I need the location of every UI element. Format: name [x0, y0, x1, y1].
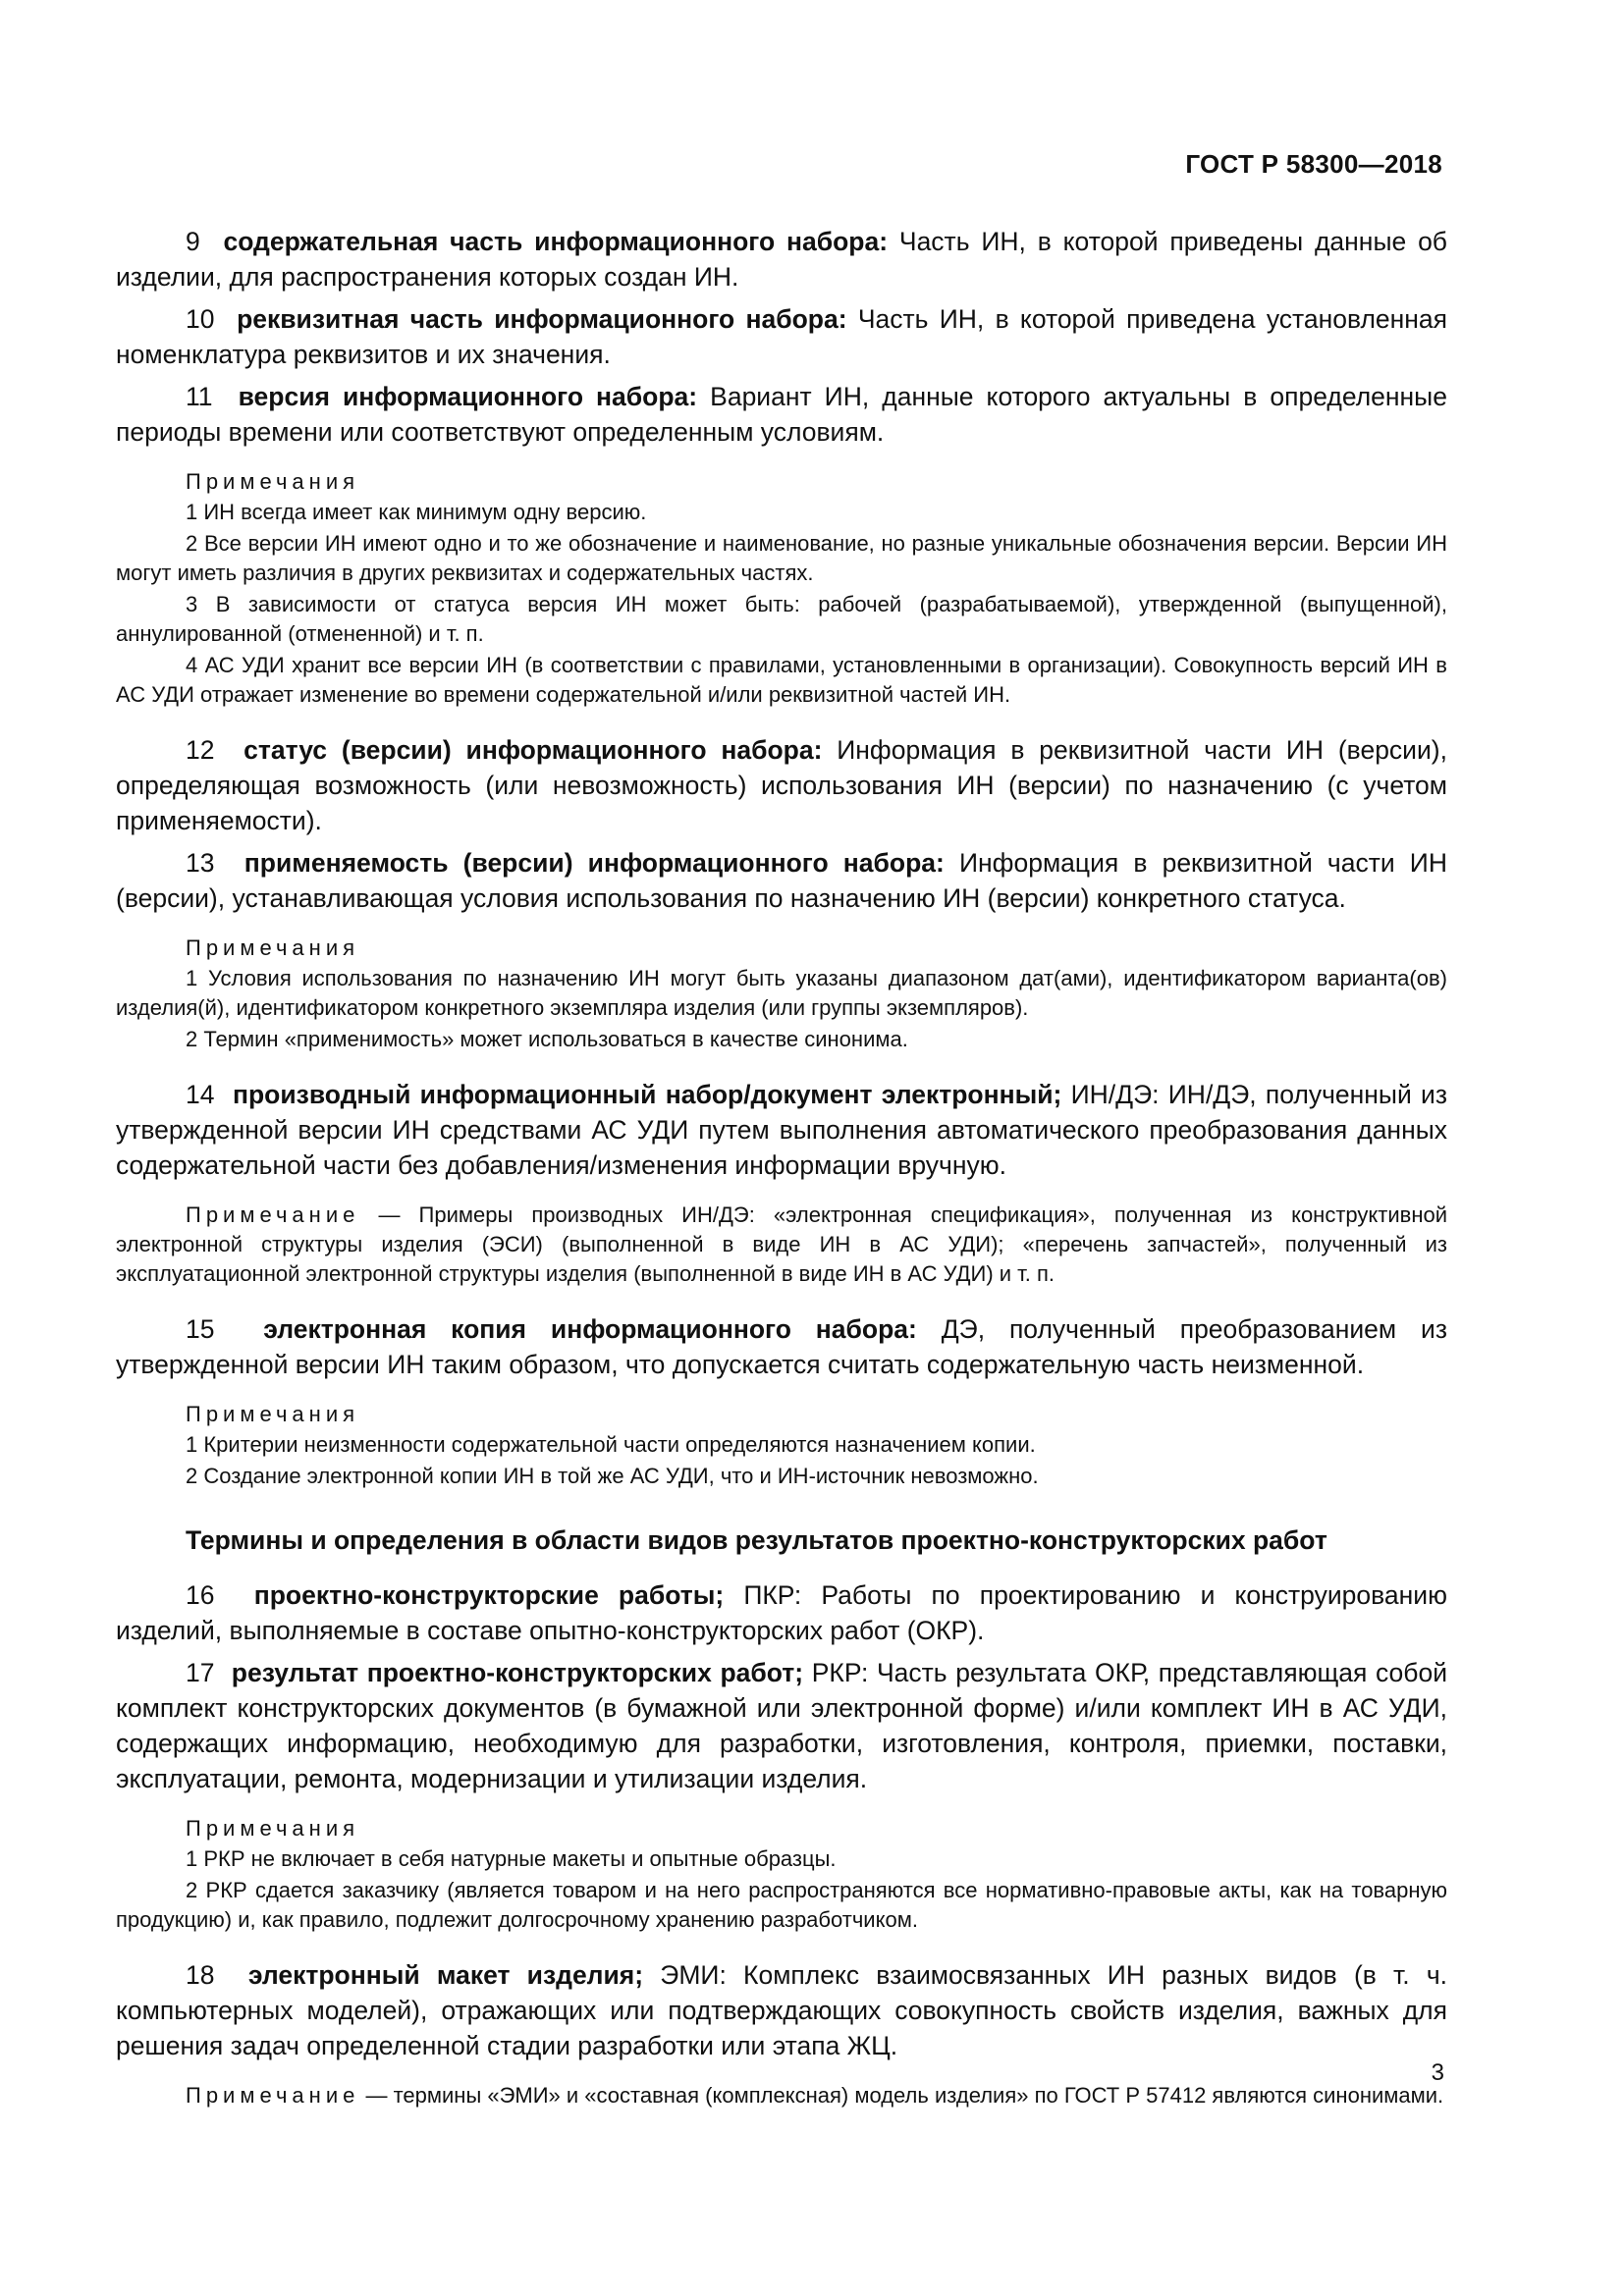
note-item: 2 Термин «применимость» может использоваться в качестве синонима. — [186, 1027, 908, 1051]
term-definition: Часть ИН, в которой приведены данные об изделии, для распространения которых создан ИН. — [116, 227, 1447, 292]
term-title: версия информационного набора: — [238, 382, 698, 411]
term-number: 13 — [186, 848, 215, 878]
term-definition: РКР: Часть результата ОКР, представляющая собой комплект конструкторских документов (в бумажной или электронной форме) и/или комплект ИН в АС УДИ, содержащих информацию, необходимую для разработки, изготовления, контроля, приемки, поставки, эксплуатации, ремонта, модернизации и утилизации изделия. — [116, 1658, 1447, 1793]
note-item: 1 Критерии неизменности содержательной части определяются назначением копии. — [186, 1432, 1036, 1457]
notes-block-15 — [116, 1400, 1447, 1491]
note-text: — термины «ЭМИ» и «составная (комплексная) модель изделия» по ГОСТ Р 57412 являются синонимами. — [365, 2083, 1444, 2108]
term-title: проектно-конструкторские работы; — [253, 1580, 725, 1610]
term-definition: Вариант ИН, данные которого актуальны в определенные периоды времени или соответствуют определенным условиям. — [116, 382, 1447, 447]
term-definition: Часть ИН, в которой приведена установленная номенклатура реквизитов и их значения. — [116, 304, 1447, 369]
term-title: электронная копия информационного набора: — [263, 1314, 917, 1344]
notes-block-17 — [116, 1814, 1447, 1935]
term-15 — [116, 1311, 1447, 1382]
term-number: 16 — [186, 1580, 215, 1610]
term-definition: ИН/ДЭ: ИН/ДЭ, полученный из утвержденной версии ИН средствами АС УДИ путем выполнения автоматического преобразования данных содержательной части без добавления/изменения информации вручную. — [116, 1080, 1447, 1180]
term-14 — [116, 1077, 1447, 1183]
term-title: содержательная часть информационного набора: — [223, 227, 889, 256]
term-definition: Информация в реквизитной части ИН (версии), определяющая возможность (или невозможность) использования ИН (версии) по назначению (с учетом применяемости). — [116, 735, 1447, 835]
note-item: 2 Создание электронной копии ИН в той же АС УДИ, что и ИН-источник невозможно. — [186, 1464, 1039, 1488]
note-item: 2 Все версии ИН имеют одно и то же обозначение и наименование, но разные уникальные обозначения версии. Версии ИН могут иметь различия в других реквизитах и содержательных частях. — [116, 531, 1447, 585]
term-title: результат проектно-конструкторских работ; — [231, 1658, 804, 1687]
term-17 — [116, 1655, 1447, 1796]
note-item: 1 ИН всегда имеет как минимум одну версию. — [186, 500, 647, 524]
note-text: — Примеры производных ИН/ДЭ: «электронная спецификация», полученная из конструктивной электронной структуры изделия (ЭСИ) (выполненной в виде ИН в АС УДИ); «перечень запчастей», полученный из эксплуатационной электронной структуры изделия (выполненной в виде ИН в АС УДИ) и т. п. — [116, 1202, 1447, 1286]
page-number: 3 — [1431, 2059, 1444, 2086]
note-item: 3 В зависимости от статуса версия ИН может быть: рабочей (разрабатываемой), утвержденной (выпущенной), аннулированной (отмененной) и т. п. — [116, 592, 1447, 646]
notes-heading: Примечания — [186, 935, 360, 960]
note-item: 1 РКР не включает в себя натурные макеты и опытные образцы. — [186, 1846, 837, 1871]
note-18 — [116, 2081, 1447, 2110]
term-title: применяемость (версии) информационного набора: — [244, 848, 945, 878]
term-title: производный информационный набор/документ электронный; — [232, 1080, 1062, 1109]
notes-heading: Примечания — [186, 1816, 360, 1841]
term-definition: ПКР: Работы по проектированию и конструированию изделий, выполняемые в составе опытно-конструкторских работ (ОКР). — [116, 1580, 1447, 1645]
notes-heading: Примечания — [186, 1402, 360, 1426]
term-16 — [116, 1577, 1447, 1648]
note-label: Примечание — [186, 1202, 360, 1227]
term-number: 10 — [186, 304, 215, 334]
term-number: 12 — [186, 735, 215, 765]
term-title: реквизитная часть информационного набора: — [237, 304, 847, 334]
term-definition: Информация в реквизитной части ИН (версии), устанавливающая условия использования по назначению ИН (версии) конкретного статуса. — [116, 848, 1447, 913]
term-title: электронный макет изделия; — [247, 1960, 644, 1990]
note-item: 2 РКР сдается заказчику (является товаром и на него распространяются все нормативно-правовые акты, как на товарную продукцию) и, как правило, подлежит долгосрочному хранению разработчиком. — [116, 1878, 1447, 1932]
notes-block-13 — [116, 934, 1447, 1054]
term-definition: ЭМИ: Комплекс взаимосвязанных ИН разных видов (в т. ч. компьютерных моделей), отражающих или подтверждающих совокупность свойств изделия, важных для решения задач определенной стадии разработки или этапа ЖЦ. — [116, 1960, 1447, 2060]
note-item: 4 АС УДИ хранит все версии ИН (в соответствии с правилами, установленными в организации). Совокупность версий ИН в АС УДИ отражает изменение во времени содержательной и/или реквизитной частей ИН. — [116, 653, 1447, 707]
term-number: 17 — [186, 1658, 215, 1687]
term-13 — [116, 845, 1447, 916]
term-18 — [116, 1957, 1447, 2063]
term-number: 11 — [186, 382, 213, 411]
term-number: 18 — [186, 1960, 215, 1990]
page-content — [116, 224, 1447, 2133]
term-number: 15 — [186, 1314, 215, 1344]
notes-block-11 — [116, 467, 1447, 710]
term-number: 14 — [186, 1080, 215, 1109]
term-9 — [116, 224, 1447, 294]
term-definition: ДЭ, полученный преобразованием из утвержденной версии ИН таким образом, что допускается считать содержательную часть неизменной. — [116, 1314, 1447, 1379]
section-title: Термины и определения в области видов результатов проектно-конструкторских работ — [186, 1525, 1327, 1555]
note-item: 1 Условия использования по назначению ИН могут быть указаны диапазоном дат(ами), идентификатором варианта(ов) изделия(й), идентификатором конкретного экземпляра изделия (или группы экземпляров). — [116, 966, 1447, 1020]
notes-heading: Примечания — [186, 469, 360, 494]
term-title: статус (версии) информационного набора: — [244, 735, 823, 765]
document-header: ГОСТ Р 58300—2018 — [1185, 149, 1442, 179]
term-11 — [116, 379, 1447, 450]
note-14 — [116, 1201, 1447, 1289]
term-number: 9 — [186, 227, 200, 256]
term-10 — [116, 301, 1447, 372]
term-12 — [116, 732, 1447, 838]
note-label: Примечание — [186, 2083, 360, 2108]
